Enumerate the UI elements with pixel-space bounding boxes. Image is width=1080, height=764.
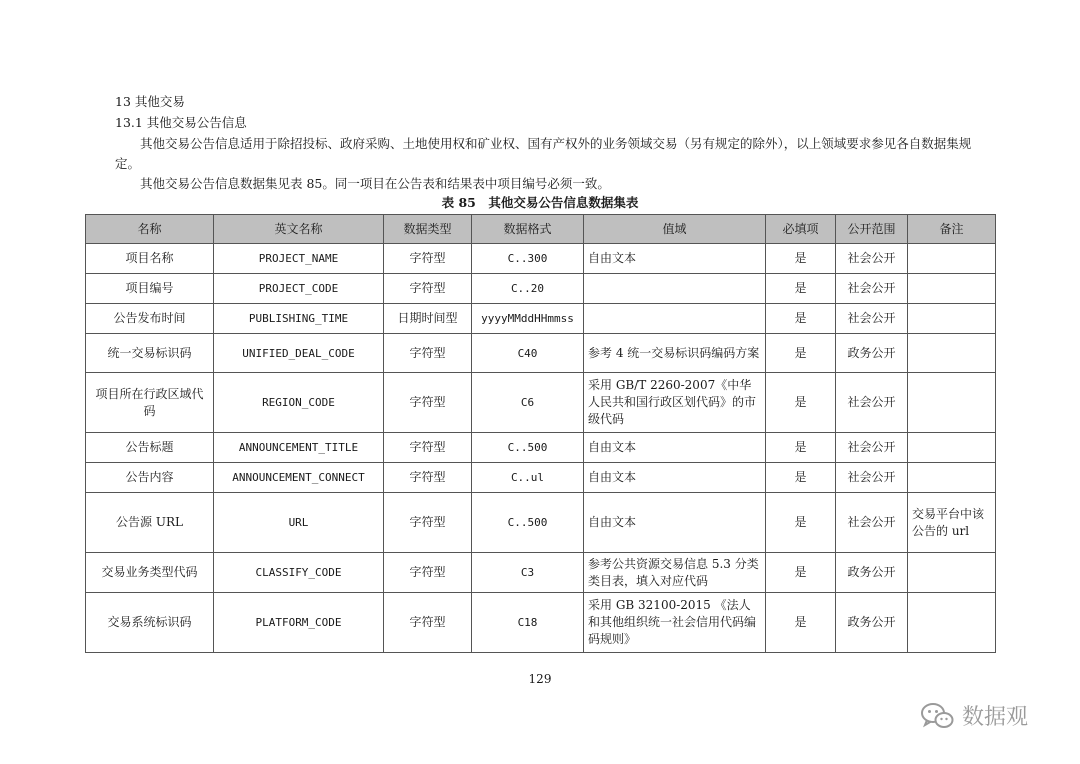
cell-remarks [908, 274, 996, 304]
cell-required: 是 [766, 463, 836, 493]
table-row [86, 274, 996, 304]
cell-data-format: C18 [472, 593, 584, 653]
table-row [86, 304, 996, 334]
col-header-disclosure-scope: 公开范围 [836, 215, 908, 244]
cell-name: 公告标题 [86, 433, 214, 463]
cell-data-format: C..20 [472, 274, 584, 304]
cell-disclosure-scope: 社会公开 [836, 373, 908, 433]
subsection-heading: 13.1 其他交易公告信息 [115, 115, 247, 130]
cell-data-format: C..500 [472, 493, 584, 553]
cell-name: 公告内容 [86, 463, 214, 493]
cell-name: 项目所在行政区域代码 [86, 373, 214, 433]
cell-value-domain: 自由文本 [584, 433, 766, 463]
cell-name: 项目编号 [86, 274, 214, 304]
cell-english-name: PROJECT_NAME [214, 244, 384, 274]
table-row [86, 244, 996, 274]
cell-data-format: C6 [472, 373, 584, 433]
cell-remarks [908, 463, 996, 493]
table-row [86, 493, 996, 553]
cell-required: 是 [766, 593, 836, 653]
col-header-data-type: 数据类型 [384, 215, 472, 244]
col-header-data-format: 数据格式 [472, 215, 584, 244]
cell-value-domain: 采用 GB/T 2260-2007《中华人民共和国行政区划代码》的市级代码 [584, 373, 766, 433]
cell-disclosure-scope: 社会公开 [836, 244, 908, 274]
cell-remarks [908, 304, 996, 334]
cell-name: 公告源 URL [86, 493, 214, 553]
cell-disclosure-scope: 社会公开 [836, 433, 908, 463]
table-row [86, 553, 996, 593]
cell-english-name: CLASSIFY_CODE [214, 553, 384, 593]
cell-value-domain: 自由文本 [584, 244, 766, 274]
wechat-icon [920, 702, 954, 730]
cell-english-name: ANNOUNCEMENT_CONNECT [214, 463, 384, 493]
cell-data-format: C3 [472, 553, 584, 593]
cell-disclosure-scope: 社会公开 [836, 304, 908, 334]
cell-required: 是 [766, 433, 836, 463]
cell-value-domain [584, 274, 766, 304]
cell-data-type: 字符型 [384, 463, 472, 493]
cell-value-domain [584, 304, 766, 334]
intro-paragraph: 其他交易公告信息适用于除招投标、政府采购、土地使用权和矿业权、国有产权外的业务领域交易（另有规定的除外），以上领域要求参见各自数据集规定。 [115, 136, 972, 171]
cell-name: 交易系统标识码 [86, 593, 214, 653]
cell-disclosure-scope: 政务公开 [836, 334, 908, 373]
cell-disclosure-scope: 社会公开 [836, 274, 908, 304]
col-header-value-domain: 值域 [584, 215, 766, 244]
cell-data-type: 字符型 [384, 553, 472, 593]
table-row [86, 334, 996, 373]
cell-disclosure-scope: 社会公开 [836, 493, 908, 553]
cell-required: 是 [766, 334, 836, 373]
cell-required: 是 [766, 553, 836, 593]
table-row [86, 593, 996, 653]
cell-data-type: 字符型 [384, 334, 472, 373]
cell-data-type: 字符型 [384, 593, 472, 653]
cell-name: 公告发布时间 [86, 304, 214, 334]
cell-data-type: 字符型 [384, 274, 472, 304]
cell-data-type: 字符型 [384, 373, 472, 433]
dataset-table [85, 214, 996, 653]
cell-required: 是 [766, 274, 836, 304]
table-row [86, 433, 996, 463]
cell-disclosure-scope: 政务公开 [836, 593, 908, 653]
cell-value-domain: 参考公共资源交易信息 5.3 分类类目表，填入对应代码 [584, 553, 766, 593]
cell-required: 是 [766, 373, 836, 433]
cell-data-type: 日期时间型 [384, 304, 472, 334]
cell-name: 交易业务类型代码 [86, 553, 214, 593]
col-header-remarks: 备注 [908, 215, 996, 244]
table-header-row [86, 215, 996, 244]
cell-remarks: 交易平台中该公告的 url [908, 493, 996, 553]
cell-name: 统一交易标识码 [86, 334, 214, 373]
cell-english-name: PLATFORM_CODE [214, 593, 384, 653]
section-heading: 13 其他交易 [115, 94, 185, 109]
watermark-text: 数据观 [962, 705, 1029, 730]
cell-data-format: C..ul [472, 463, 584, 493]
cell-english-name: URL [214, 493, 384, 553]
col-header-required: 必填项 [766, 215, 836, 244]
col-header-name: 名称 [86, 215, 214, 244]
table-caption: 表 85 其他交易公告信息数据集表 [441, 195, 639, 210]
cell-required: 是 [766, 304, 836, 334]
cell-disclosure-scope: 社会公开 [836, 463, 908, 493]
cell-value-domain: 自由文本 [584, 463, 766, 493]
table-row [86, 463, 996, 493]
cell-data-format: C..300 [472, 244, 584, 274]
cell-remarks [908, 553, 996, 593]
cell-required: 是 [766, 244, 836, 274]
cell-english-name: PUBLISHING_TIME [214, 304, 384, 334]
watermark [920, 700, 1028, 731]
cell-data-type: 字符型 [384, 493, 472, 553]
cell-name: 项目名称 [86, 244, 214, 274]
cell-data-type: 字符型 [384, 244, 472, 274]
cell-remarks [908, 334, 996, 373]
cell-english-name: REGION_CODE [214, 373, 384, 433]
cell-english-name: UNIFIED_DEAL_CODE [214, 334, 384, 373]
reference-paragraph: 其他交易公告信息数据集见表 85。同一项目在公告表和结果表中项目编号必须一致。 [140, 176, 610, 191]
cell-remarks [908, 433, 996, 463]
cell-data-format: C..500 [472, 433, 584, 463]
cell-disclosure-scope: 政务公开 [836, 553, 908, 593]
cell-remarks [908, 244, 996, 274]
cell-remarks [908, 373, 996, 433]
cell-remarks [908, 593, 996, 653]
cell-value-domain: 采用 GB 32100-2015 《法人和其他组织统一社会信用代码编码规则》 [584, 593, 766, 653]
table-row [86, 373, 996, 433]
page-number: 129 [528, 672, 552, 686]
cell-required: 是 [766, 493, 836, 553]
cell-value-domain: 参考 4 统一交易标识码编码方案 [584, 334, 766, 373]
cell-english-name: ANNOUNCEMENT_TITLE [214, 433, 384, 463]
cell-english-name: PROJECT_CODE [214, 274, 384, 304]
cell-data-format: yyyyMMddHHmmss [472, 304, 584, 334]
cell-value-domain: 自由文本 [584, 493, 766, 553]
cell-data-format: C40 [472, 334, 584, 373]
cell-data-type: 字符型 [384, 433, 472, 463]
col-header-english-name: 英文名称 [214, 215, 384, 244]
